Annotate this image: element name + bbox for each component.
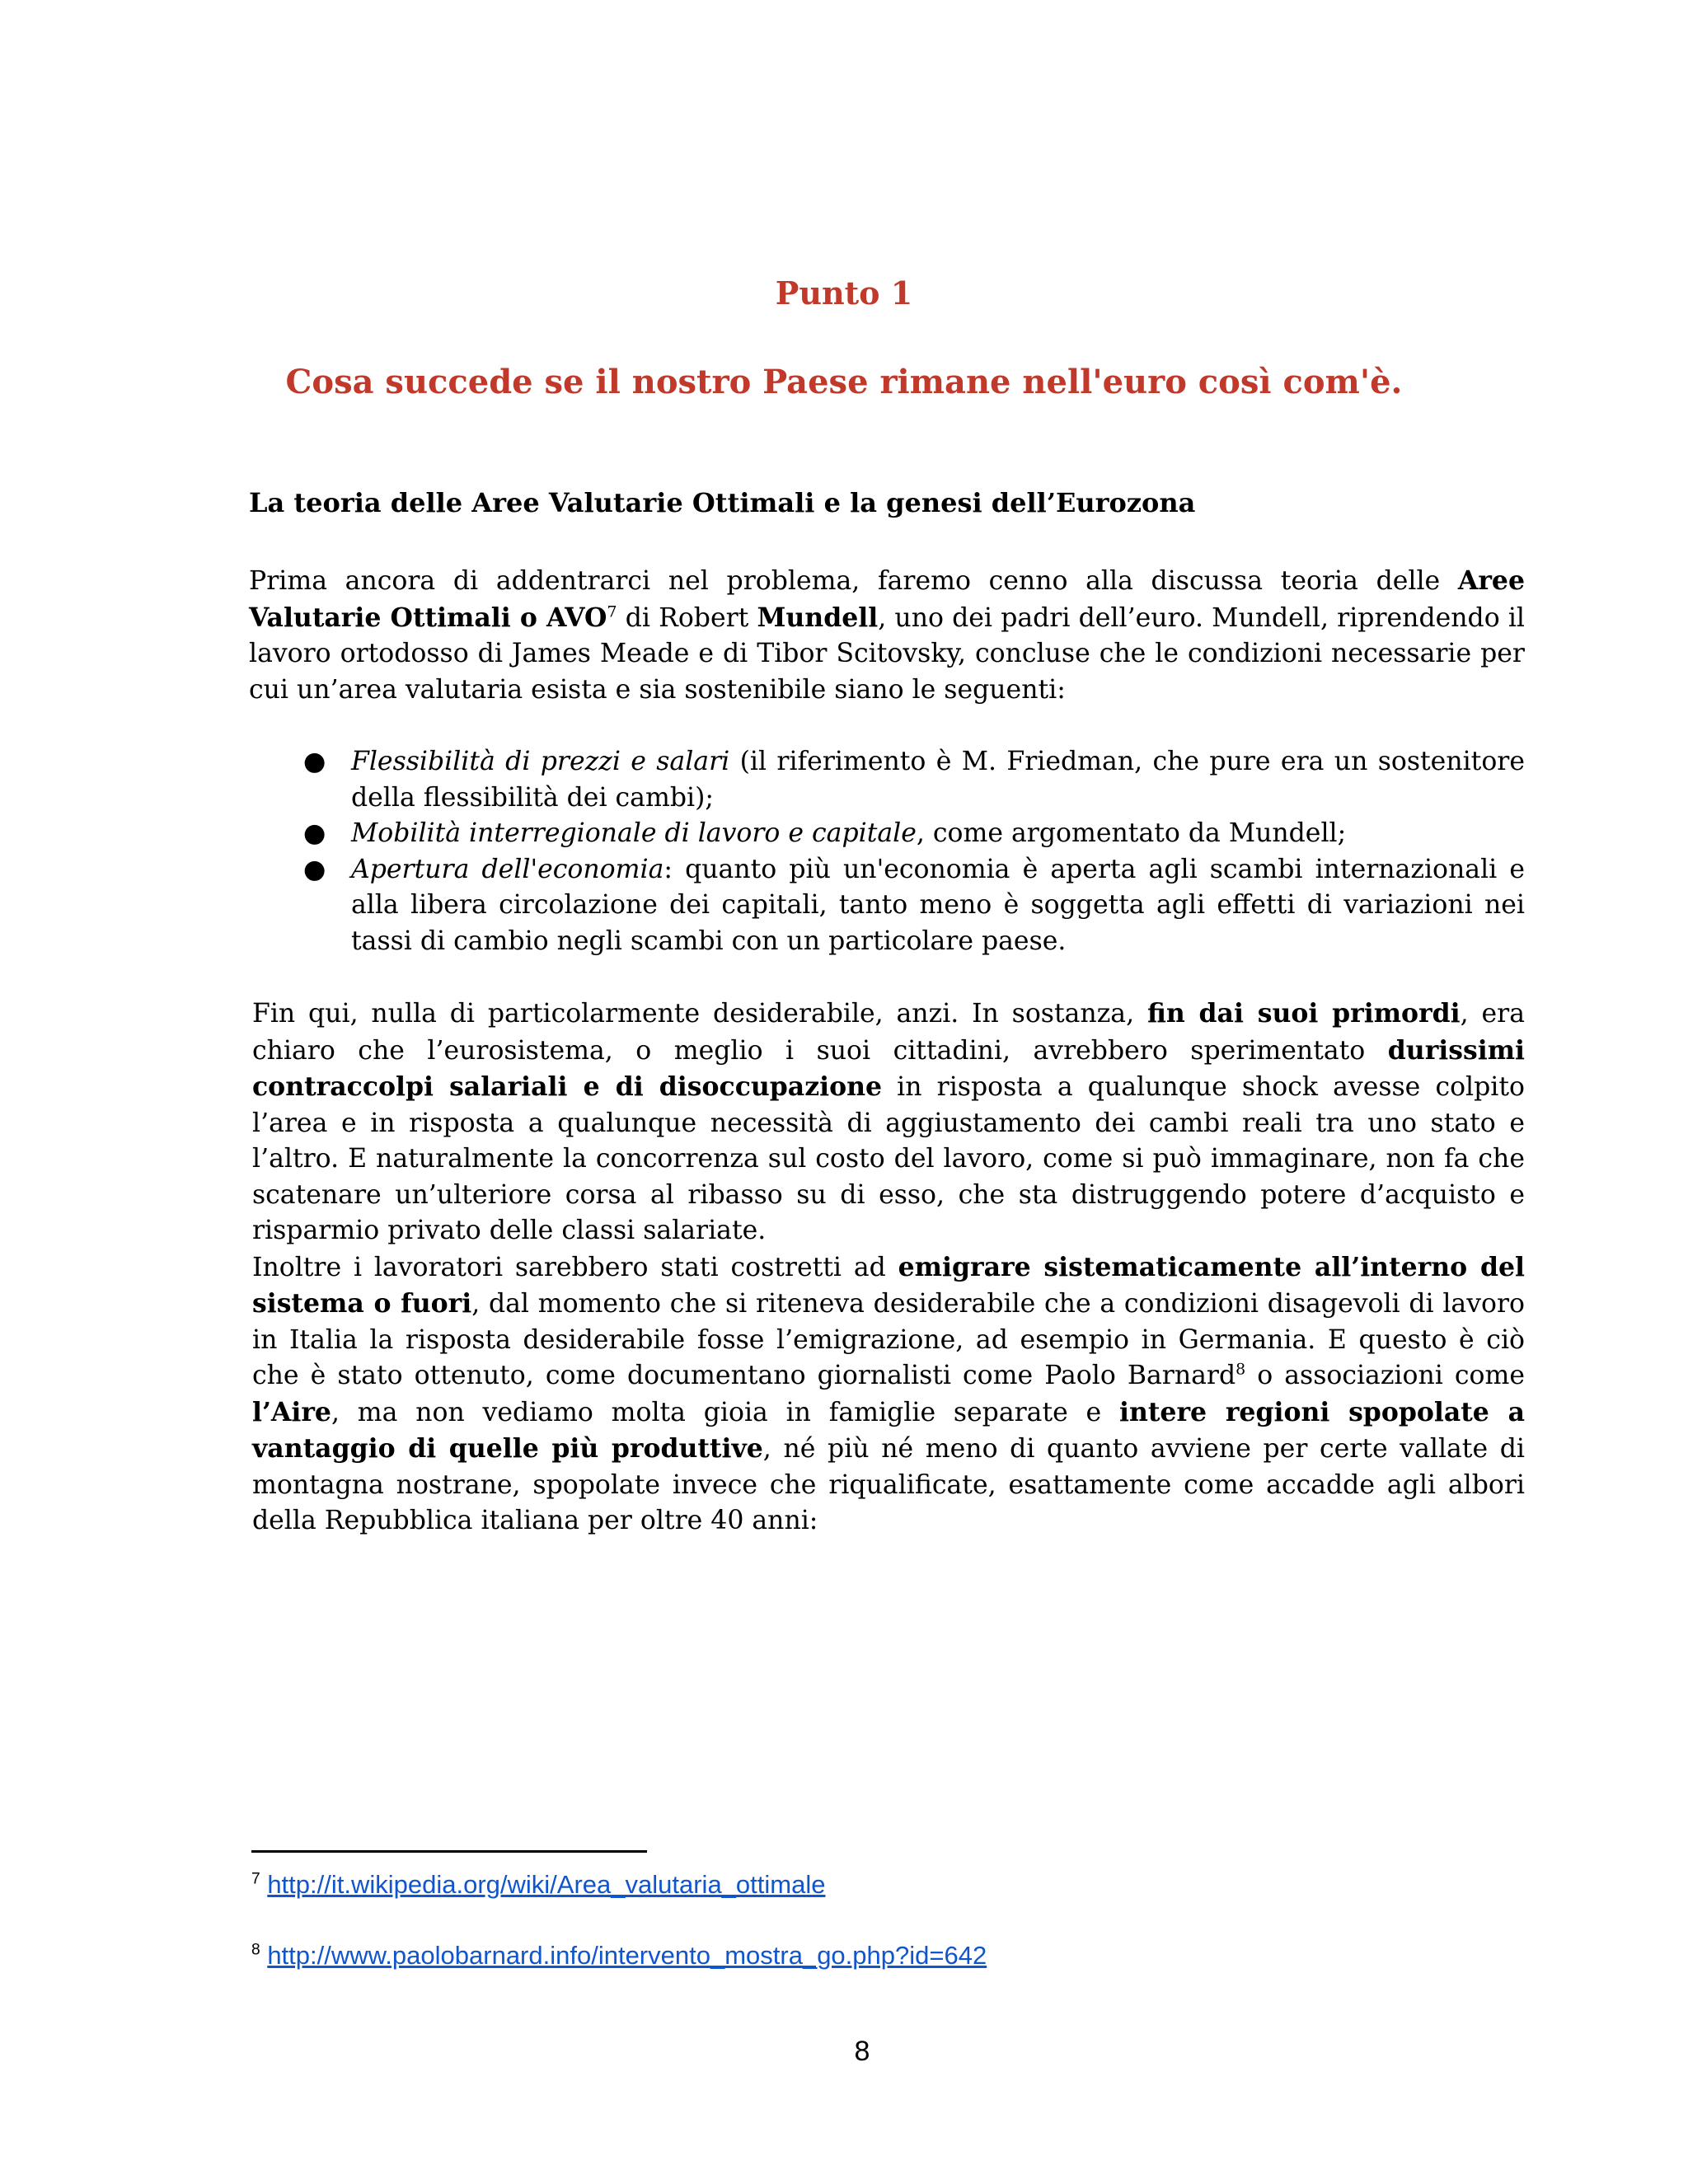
section-heading: La teoria delle Aree Valutarie Ottimali e la genesi dell’Eurozona [249,487,1196,518]
page-subtitle: Cosa succede se il nostro Paese rimane nell'euro così com'è. [285,363,1403,401]
footnote-link[interactable]: http://it.wikipedia.org/wiki/Area_valutaria_ottimale [267,1870,826,1899]
text-run: , come argomentato da Mundell; [916,818,1347,848]
text-run: di Robert [617,602,757,633]
text-run: , ma non vediamo molta gioia in famiglie separate e [331,1397,1119,1427]
text-run: Fin qui, nulla di particolarmente desiderabile, anzi. In sostanza, [252,999,1147,1029]
text-run: Prima ancora di addentrarci nel problema, faremo cenno alla discussa teoria delle [249,566,1458,596]
page-number: 8 [854,2036,870,2067]
footnote-divider [251,1850,647,1853]
body-paragraph [252,996,1525,1249]
list-item [288,744,1525,816]
footnote-7 [251,1868,825,1901]
text-run: , uno dei padri dell’euro. Mundell, riprendendo il lavoro ortodosso di James Meade e di Tibor Scitovsky, concluse che le condizioni necessarie per cui un’area valutaria esista e sia sostenibile siano le seguenti: [249,602,1526,705]
bullet-icon: ● [303,854,326,884]
bold-term: emigrare sistematicamente all’interno del sistema o fuori [252,1251,1525,1319]
intro-paragraph [249,563,1525,708]
text-run: : quanto più un'economia è aperta agli scambi internazionali e alla libera circolazione dei capitali, tanto meno è soggetta agli effetti di variazioni nei tassi di cambio negli scambi con un particolare paese. [351,854,1525,956]
bold-term: Mundell [757,602,879,633]
bold-term: l’Aire [252,1396,331,1427]
text-run: Inoltre i lavoratori sarebbero stati costretti ad [252,1252,898,1282]
bold-term: intere regioni spopolate a vantaggio di quelle più produttive [252,1396,1525,1464]
body-text [252,996,1525,1540]
text-run: in risposta a qualunque shock avesse colpito l’area e in risposta a qualunque necessità di aggiustamento dei cambi reali tra uno stato e l’altro. E naturalmente la concorrenza sul costo del lavoro, come si può immaginare, non fa che scatenare un’ulteriore corsa al ribasso su di esso, che sta distruggendo potere d’acquisto e risparmio privato delle classi salariate. [252,1072,1525,1245]
bullet-icon: ● [303,747,326,776]
list-item [288,816,1525,852]
bold-term: durissimi contraccolpi salariali e di disoccupazione [252,1034,1525,1102]
bold-term: Aree Valutarie Ottimali o AVO [249,565,1525,633]
text-run: , dal momento che si riteneva desiderabile che a condizioni disagevoli di lavoro in Italia la risposta desiderabile fosse l’emigrazione, ad esempio in Germania. E questo è ciò che è stato ottenuto, come documentano giornalisti come Paolo Barnard [252,1289,1525,1390]
italic-term: Flessibilità di prezzi e salari [351,747,730,776]
footnote-ref-8[interactable]: 8 [1236,1360,1246,1379]
italic-term: Mobilità interregionale di lavoro e capitale [351,818,917,848]
body-paragraph [252,1249,1525,1540]
footnote-8 [251,1939,987,1972]
footnote-number: 7 [251,1870,260,1888]
page-title: Punto 1 [775,274,913,312]
footnote-number: 8 [251,1941,260,1959]
footnote-ref-7[interactable]: 7 [607,602,617,621]
text-run: , era chiaro che l’eurosistema, o meglio i suoi cittadini, avrebbero sperimentato [252,999,1525,1066]
footnote-link[interactable]: http://www.paolobarnard.info/intervento_mostra_go.php?id=642 [267,1941,987,1970]
text-run: (il riferimento è M. Friedman, che pure era un sostenitore della flessibilità dei cambi); [351,747,1525,813]
text-run: o associazioni come [1245,1361,1525,1390]
bullet-icon: ● [303,818,326,848]
bold-term: fin dai suoi primordi [1146,998,1461,1029]
conditions-list [288,744,1525,959]
text-run: , né più né meno di quanto avviene per certe vallate di montagna nostrane, spopolate invece che riqualificate, esattamente come accadde agli albori della Repubblica italiana per oltre 40 anni: [252,1434,1525,1535]
list-item [288,852,1525,960]
italic-term: Apertura dell'economia [351,854,664,884]
